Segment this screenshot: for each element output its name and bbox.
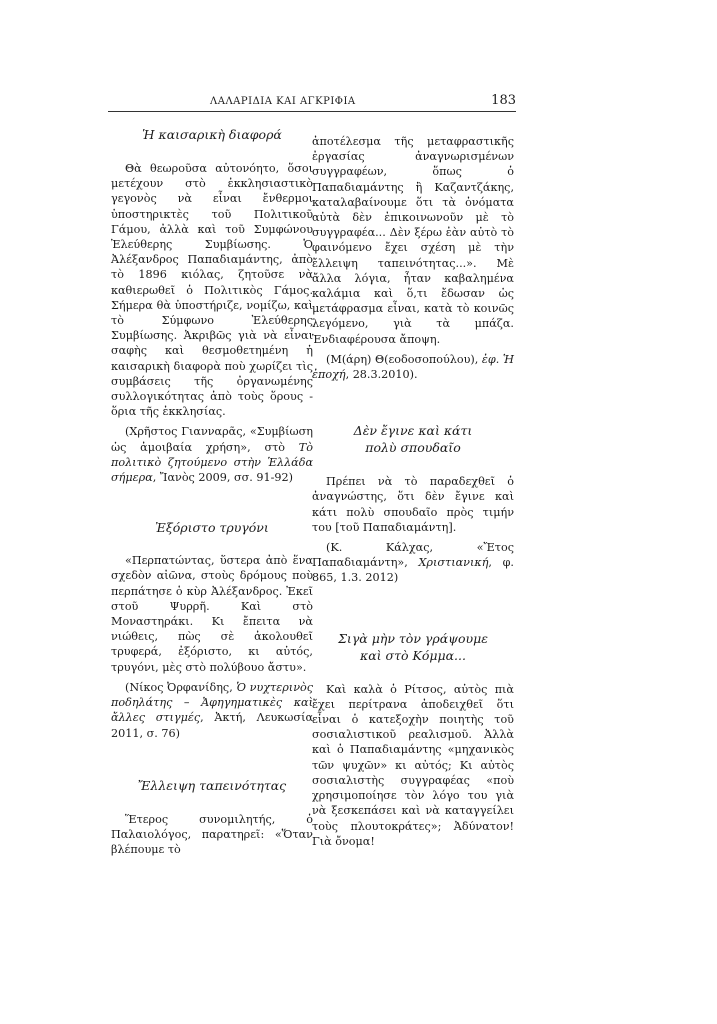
section-body-nothing-special: Πρέπει νὰ τὸ παραδεχθεῖ ὁ ἀναγνώστης, ὅτι δὲν ἔγινε καὶ κάτι πολὺ σπουδαῖο πρὸς τιμήν του [τοῦ Παπαδιαμάντη].	[312, 475, 514, 534]
section-title-exiled-dove: Ἐξόριστο τρυγόνι	[155, 520, 269, 536]
source-citation-orfanidis	[111, 680, 313, 741]
citation-text: , Ἀκτή, Λευκωσία 2011, σ. 76)	[111, 711, 314, 740]
citation-text: , Ἴανὸς 2009, σσ. 91-92)	[152, 471, 293, 485]
section-body-lack-of-humility: Ἕτερος συνομιλητής, ὁ Παλαιολόγος, παρατηρεῖ: «Ὅταν βλέπουμε τὸ	[111, 812, 313, 857]
source-citation-kalchas	[312, 540, 514, 586]
citation-text: , 28.3.2010).	[345, 368, 418, 382]
section-title-lack-of-humility: Ἔλλειψη ταπεινότητας	[137, 777, 287, 793]
citation-text: (Κ. Κάλχας, «Ἔτος Παπαδιαμάντη»,	[312, 541, 514, 570]
citation-book-title: Τὸ πολιτικὸ ζητούμενο στὴν Ἑλλάδα σήμερα	[111, 440, 313, 485]
citation-text: (Χρῆστος Γιανναρᾶς, «Συμβίωση ὡς ἀμοιβαία χρήση», στὸ	[111, 425, 313, 454]
section-body-imperial-difference: Θὰ θεωροῦσα αὐτονόητο, ὅσοι μετέχουν στὸ ἐκκλησιαστικὸ γεγονὸς νὰ εἶναι ἔνθερμοι ὑποστηρικτὲς τοῦ Πολιτικοῦ Γάμου, ἀλλὰ καὶ τοῦ Συμφώνου Ἐλεύθερης Συμβίωσης. Ὁ Ἀλέξανδρος Παπαδιαμάντης, ἀπὸ τὸ 1896 κιόλας, ζητοῦσε νὰ καθιερωθεῖ ὁ Πολιτικὸς Γάμος. Σήμερα θὰ ὑποστήριζε, νομίζω, καὶ τὸ Σύμφωνο Ἐλεύθερης Συμβίωσης. Ἀκριβῶς γιὰ νὰ εἶναι σαφὴς καὶ θεσμοθετημένη ἡ καισαρικὴ διαφορὰ ποὺ χωρίζει τὶς συμβάσεις τῆς ὀργανωμένης συλλογικότητας ἀπὸ τοὺς ὅρους - ὅρια τῆς ἐκκλησίας.	[111, 162, 313, 419]
citation-newspaper: ἐφ. Ἡ ἐποχή	[312, 352, 514, 382]
citation-text: (Νίκος Ὀρφανίδης,	[125, 680, 237, 694]
section-title-party	[312, 630, 514, 664]
running-head	[108, 93, 516, 112]
section-title-imperial-difference: Ἡ καισαρικὴ διαφορά	[142, 127, 282, 142]
title-line: Σιγὰ μὴν τὸν γράψουμε	[338, 630, 488, 646]
citation-newspaper: Χριστιανική	[418, 556, 489, 570]
page-number: 183	[491, 93, 516, 108]
running-title: ΛΑΛΑΡΙΔΙΑ ΚΑΙ ΑΓΚΡΙΦΙΑ	[210, 96, 356, 107]
citation-text: (Μ(άρη) Θ(εοδοσοπούλου),	[326, 352, 482, 366]
source-citation-theodosopoulou	[312, 352, 514, 382]
section-body-lack-of-humility-continued: ἀποτέλεσμα τῆς μεταφραστικῆς ἐργασίας ἀναγνωρισμένων συγγραφέων, ὅπως ὁ Παπαδιαμάντης ἢ Καζαντζάκης, καταλαβαίνουμε ὅτι τὰ ὀνόματα αὐτὰ δὲν ἐπικοινωνοῦν μὲ τὸ συγγραφέα... Δὲν ξέρω ἐὰν αὐτὸ τὸ φαινόμενο ἔχει σχέση μὲ τὴν ἔλλειψη ταπεινότητας...». Μὲ ἄλλα λόγια, ἦταν καβαλημένα καλάμια καὶ ὅ,τι ἔδωσαν ὡς μετάφρασμα εἶναι, κατὰ τὸ κοινῶς λεγόμενο, γιὰ τὰ μπάζα. Ἐνδιαφέρουσα ἄποψη.	[312, 135, 514, 346]
title-line: Δὲν ἔγινε καὶ κάτι	[353, 423, 473, 439]
source-citation-giannaras	[111, 424, 313, 485]
title-line: πολὺ σπουδαῖο	[365, 440, 461, 456]
section-body-exiled-dove: «Περπατώντας, ὕστερα ἀπὸ ἕνα σχεδὸν αἰῶνα, στοὺς δρόμους ποὺ περπάτησε ὁ κὺρ Ἀλέξανδρος. Ἐκεῖ στοῦ Ψυρρῆ. Καὶ στὸ Μοναστηράκι. Κι ἔπειτα νὰ νιώθεις, πὼς σὲ ἀκολουθεῖ τρυφερά, ἐξόριστο, κι αὐτός, τρυγόνι, μὲς στὸ πολύβουο ἄστυ».	[111, 554, 313, 674]
section-body-party: Καὶ καλὰ ὁ Ρίτσος, αὐτὸς πιὰ ἔχει περίτρανα ἀποδειχθεῖ ὅτι εἶναι ὁ κατεξοχὴν ποιητὴς τοῦ σοσιαλιστικοῦ ρεαλισμοῦ. Ἀλλὰ καὶ ὁ Παπαδιαμάντης «μηχανικὸς τῶν ψυχῶν» κι αὐτός; Κι αὐτὸς σοσιαλιστὴς συγγραφέας «ποὺ χρησιμοποίησε τὸν λόγο του γιὰ νὰ ξεσκεπάσει καὶ νὰ καταγγείλει τοὺς πλουτοκράτες»; Ἀδύνατον! Γιὰ ὄνομα!	[312, 682, 514, 848]
citation-text: , φ. 865, 1.3. 2012)	[312, 556, 514, 585]
section-title-nothing-special	[312, 422, 514, 456]
title-line: καὶ στὸ Κόμμα...	[360, 647, 466, 663]
citation-book-title: Ὁ νυχτερινὸς ποδηλάτης – Ἀφηγηματικὲς καὶ ἄλλες στιγμές	[111, 680, 313, 725]
right-column	[312, 134, 514, 849]
left-column	[111, 122, 313, 857]
